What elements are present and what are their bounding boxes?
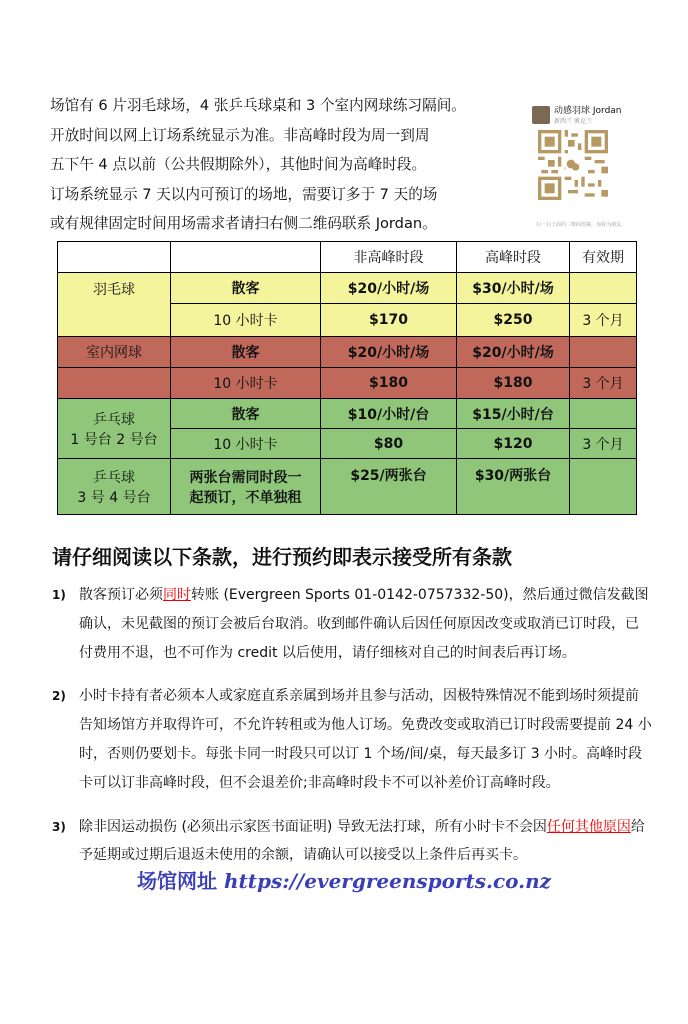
price-table	[57, 241, 637, 515]
price-type: 散客	[171, 273, 321, 304]
price-offpeak: $170	[321, 304, 457, 337]
price-offpeak: $20/小时/场	[321, 273, 457, 304]
website-line	[0, 865, 688, 894]
wechat-qr-card	[532, 104, 638, 226]
intro-line: 订场系统显示 7 天以内可预订的场地，需要订多于 7 天的场	[50, 185, 438, 203]
qr-footer-text: 扫一扫上面的二维码图案，加我为朋友。	[536, 222, 627, 228]
table-row	[58, 399, 637, 429]
price-peak: $30/小时/场	[457, 273, 570, 304]
sport-name-tennis: 室内网球	[58, 337, 171, 368]
price-peak: $30/两张台	[457, 459, 570, 515]
term-highlight: 同时	[163, 587, 191, 603]
price-type: 散客	[171, 399, 321, 429]
price-peak: $20/小时/场	[457, 337, 570, 368]
table-row	[58, 273, 637, 304]
sport-name-empty	[58, 368, 171, 399]
term-text-part: 给予延期或过期后退返未使用的余额，请确认可以接受以上条件后再买卡。	[79, 818, 645, 864]
price-validity: 3 个月	[570, 429, 637, 459]
intro-line: 场馆有 6 片羽毛球场，4 张乒乓球桌和 3 个室内网球练习隔间。	[50, 97, 466, 114]
price-offpeak: $10/小时/台	[321, 399, 457, 429]
qr-contact-name: 动感羽球 Jordan	[554, 105, 622, 116]
term-text: 小时卡持有者必须本人或家庭直系亲属到场并且参与活动，因极特殊情况不能到场时须提前告知场馆方并取得许可，不允许转租或为他人订场。免费改变或取消已订时段需要提前 24 小时，否则仍要划卡。每张卡同一时段只可以订 1 个场/间/桌，每天最多订 3 小时。高峰时段卡可以订非高峰时段，但不会退差价;非高峰时段卡不可以补差价订高峰时段。	[79, 688, 652, 791]
website-label: 场馆网址	[137, 869, 218, 893]
price-type-line: 起预订，不单独租	[189, 489, 302, 506]
header-cell	[171, 242, 321, 273]
intro-line: 或有规律固定时间用场需求者请扫右侧二维码联系 Jordan。	[50, 215, 437, 232]
price-offpeak: $180	[321, 368, 457, 399]
price-offpeak: $25/两张台	[321, 459, 457, 515]
term-number: 1)	[52, 588, 66, 602]
price-validity: 3 个月	[570, 304, 637, 337]
header-cell	[58, 242, 171, 273]
list-item	[52, 682, 652, 797]
price-offpeak: $80	[321, 429, 457, 459]
qr-code-icon	[538, 130, 608, 200]
price-peak: $250	[457, 304, 570, 337]
terms-title: 请仔细阅读以下条款，进行预约即表示接受所有条款	[52, 545, 512, 569]
avatar	[532, 106, 550, 124]
price-type: 10 小时卡	[171, 368, 321, 399]
price-type: 散客	[171, 337, 321, 368]
term-text	[79, 813, 652, 871]
website-link[interactable]: https://evergreensports.co.nz	[223, 869, 551, 893]
term-highlight: 任何其他原因	[546, 818, 631, 835]
qr-contact-location: 新西兰 奥克兰	[554, 117, 592, 125]
price-validity	[570, 399, 637, 429]
table-row	[58, 337, 637, 368]
price-validity	[570, 273, 637, 304]
header-offpeak: 非高峰时段	[321, 242, 457, 273]
sport-name-line: 乒乓球	[93, 469, 135, 486]
sport-name-line: 乒乓球	[93, 411, 135, 428]
term-text-part: 除非因运动损伤 (必须出示家医书面证明) 导致无法打球，所有小时卡不会因	[79, 818, 547, 835]
price-peak: $15/小时/台	[457, 399, 570, 429]
intro-text	[50, 91, 480, 239]
table-row	[58, 368, 637, 399]
term-number: 3)	[52, 819, 66, 834]
price-peak: $120	[457, 429, 570, 459]
sport-name-badminton: 羽毛球	[58, 273, 171, 337]
term-text-part: 转账 (Evergreen Sports 01-0142-0757332-50)，然后通过微信发截图确认，未见截图的预订会被后台取消。收到邮件确认后因任何原因改变或取消已订时段，已付费用不退，也不可作为 credit 以后使用，请仔细核对自己的时间表后再订场。	[79, 587, 649, 661]
header-validity: 有效期	[570, 242, 637, 273]
price-type	[171, 459, 321, 515]
price-peak: $180	[457, 368, 570, 399]
sport-name-line: 3 号 4 号台	[77, 489, 151, 506]
price-validity	[570, 459, 637, 515]
price-type: 10 小时卡	[171, 304, 321, 337]
price-offpeak: $20/小时/场	[321, 337, 457, 368]
intro-line: 开放时间以网上订场系统显示为准。非高峰时段为周一到周	[50, 126, 430, 144]
qr-header	[532, 104, 638, 126]
intro-line: 五下午 4 点以前（公共假期除外），其他时间为高峰时段。	[50, 156, 427, 173]
term-number: 2)	[52, 689, 66, 704]
price-type: 10 小时卡	[171, 429, 321, 459]
header-peak: 高峰时段	[457, 242, 570, 273]
table-header-row	[58, 242, 637, 273]
price-type-line: 两张台需同时段一	[189, 469, 302, 486]
sport-name-line: 1 号台 2 号台	[70, 431, 158, 448]
list-item	[52, 581, 652, 667]
price-validity: 3 个月	[570, 368, 637, 399]
term-text-part: 散客预订必须	[79, 587, 163, 603]
terms-list	[52, 581, 652, 885]
list-item	[52, 813, 652, 871]
price-validity	[570, 337, 637, 368]
table-row	[58, 459, 637, 515]
term-text	[79, 581, 652, 667]
sport-name-pingpong-12	[58, 399, 171, 459]
sport-name-pingpong-34	[58, 459, 171, 515]
